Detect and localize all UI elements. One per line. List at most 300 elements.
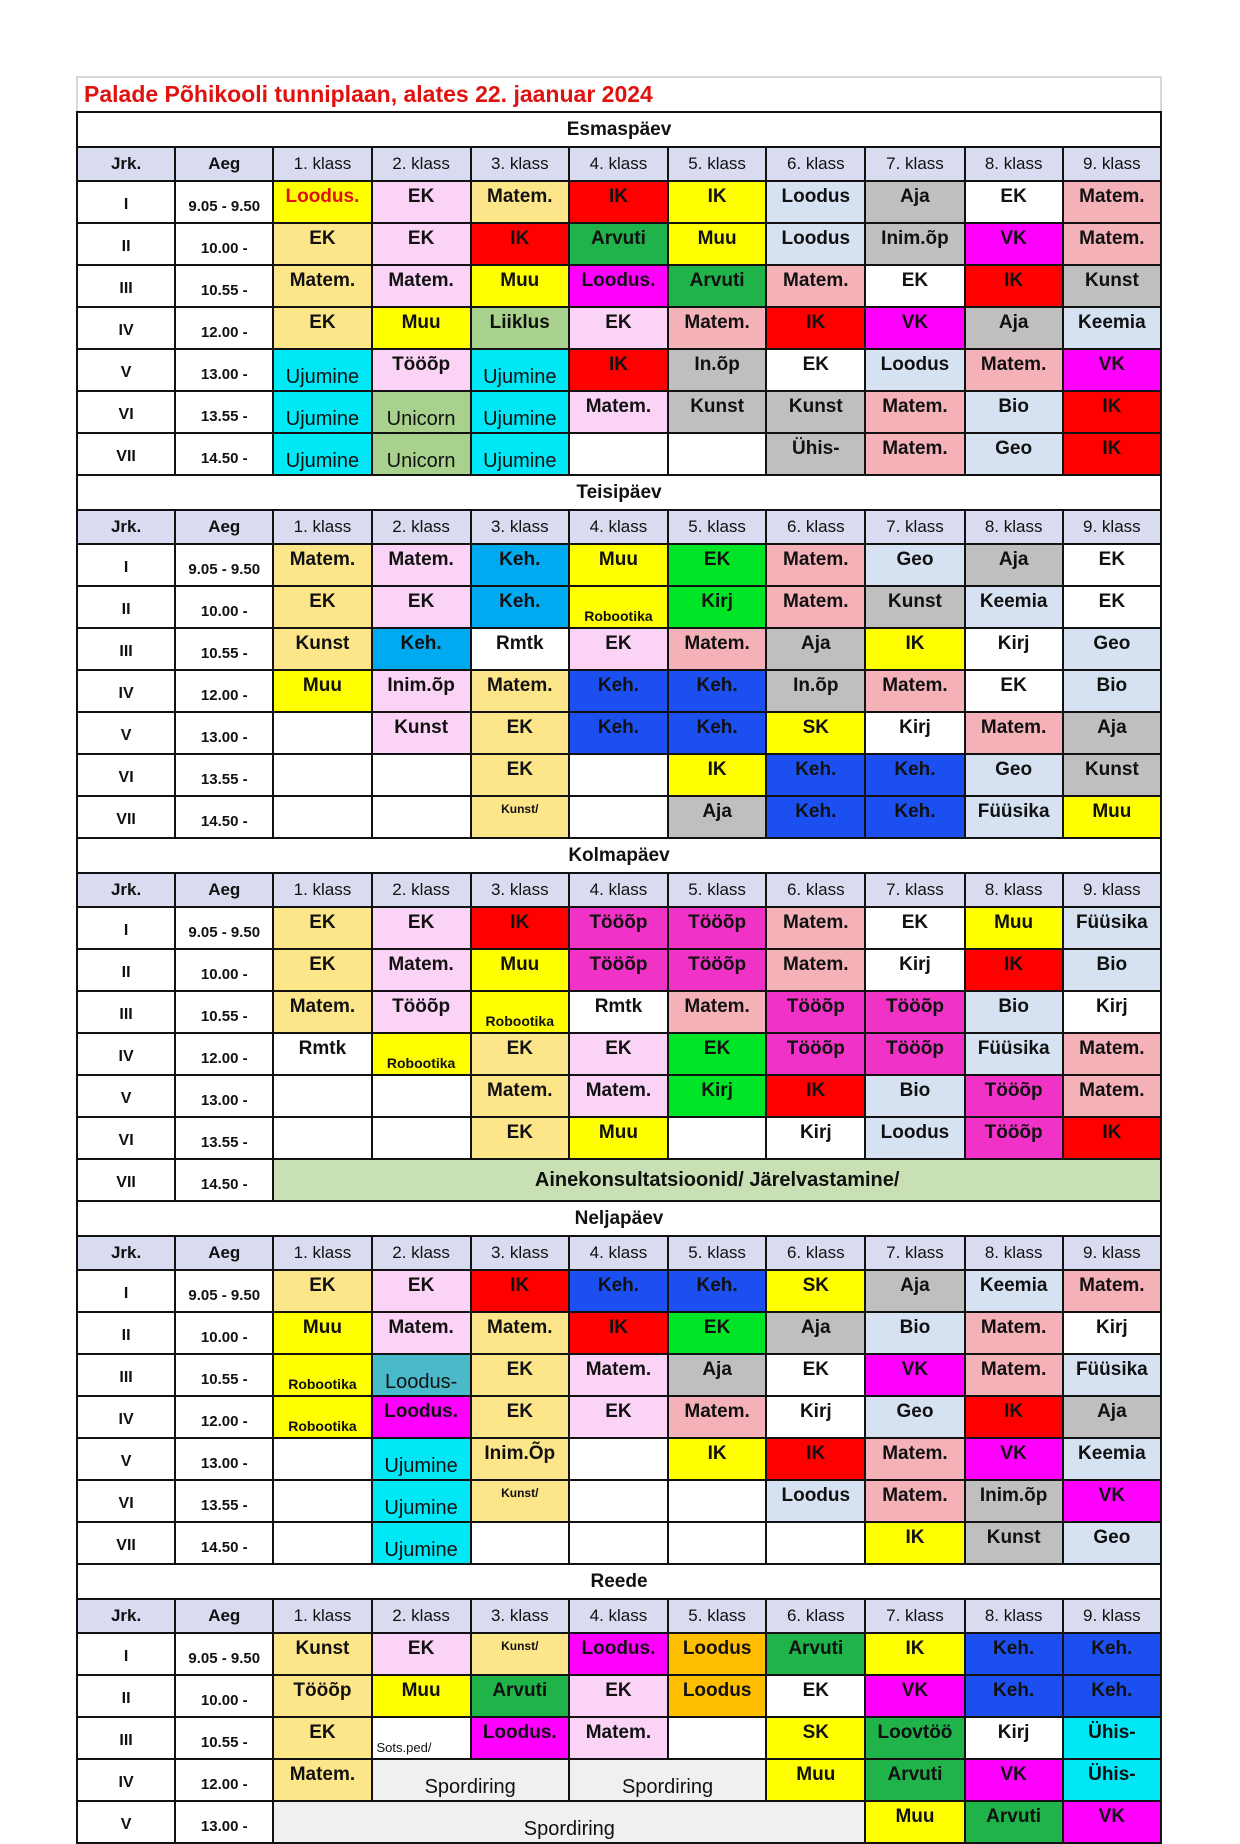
lesson-cell: [273, 1480, 371, 1522]
lesson-cell: Bio: [865, 1312, 964, 1354]
lesson-cell: Tööõp: [668, 949, 766, 991]
lesson-cell: [273, 1438, 371, 1480]
lesson-number: III: [77, 991, 175, 1033]
lesson-cell: Keh.: [1063, 1675, 1161, 1717]
column-header: 9. klass: [1063, 147, 1161, 181]
lesson-cell: IK: [865, 628, 964, 670]
column-header: 4. klass: [569, 873, 668, 907]
lesson-cell: EK: [965, 181, 1063, 223]
column-header: 5. klass: [668, 1236, 766, 1270]
lesson-cell: EK: [471, 1117, 569, 1159]
lesson-time: 12.00 -: [175, 1396, 273, 1438]
lesson-time: 10.55 -: [175, 628, 273, 670]
lesson-number: II: [77, 586, 175, 628]
column-header: 7. klass: [865, 873, 964, 907]
lesson-row: [77, 796, 1161, 838]
lesson-cell: VK: [1063, 1480, 1161, 1522]
lesson-row: [77, 265, 1161, 307]
column-header-row: [77, 510, 1161, 544]
lesson-row: [77, 1717, 1161, 1759]
lesson-row: [77, 1354, 1161, 1396]
lesson-time: 12.00 -: [175, 1759, 273, 1801]
lesson-row: [77, 433, 1161, 475]
lesson-cell: Tööõp: [965, 1117, 1063, 1159]
column-header: Aeg: [175, 147, 273, 181]
lesson-cell: EK: [273, 1717, 371, 1759]
lesson-cell: In.õp: [668, 349, 766, 391]
lesson-cell: Tööõp: [372, 991, 471, 1033]
lesson-cell: Muu: [471, 949, 569, 991]
column-header: 2. klass: [372, 1236, 471, 1270]
lesson-cell: Matem.: [865, 1438, 964, 1480]
lesson-cell: Matem.: [471, 1312, 569, 1354]
lesson-cell: Keemia: [1063, 1438, 1161, 1480]
lesson-row: [77, 181, 1161, 223]
lesson-time: 10.00 -: [175, 1312, 273, 1354]
lesson-cell: Muu: [273, 1312, 371, 1354]
lesson-cell: Aja: [766, 628, 865, 670]
lesson-number: II: [77, 223, 175, 265]
lesson-time: 13.55 -: [175, 1480, 273, 1522]
column-header: 7. klass: [865, 1599, 964, 1633]
lesson-cell: Kunst: [668, 391, 766, 433]
lesson-cell: Tööõp: [569, 907, 668, 949]
lesson-cell: Matem.: [668, 628, 766, 670]
lesson-cell: Loodus-: [372, 1354, 471, 1396]
lesson-cell: Matem.: [273, 991, 371, 1033]
lesson-number: II: [77, 949, 175, 991]
lesson-row: [77, 1633, 1161, 1675]
lesson-cell: EK: [372, 1633, 471, 1675]
lesson-time: 12.00 -: [175, 670, 273, 712]
lesson-time: 9.05 - 9.50: [175, 181, 273, 223]
lesson-cell: [668, 1522, 766, 1564]
lesson-cell: Kirj: [668, 586, 766, 628]
lesson-cell: Kirj: [965, 628, 1063, 670]
lesson-cell: Robootika: [273, 1396, 371, 1438]
column-header: 4. klass: [569, 1236, 668, 1270]
lesson-cell: Arvuti: [668, 265, 766, 307]
day-title: Teisipäev: [77, 475, 1161, 510]
lesson-cell: Matem.: [273, 265, 371, 307]
lesson-cell: Füüsika: [965, 796, 1063, 838]
lesson-number: IV: [77, 1033, 175, 1075]
lesson-cell: Bio: [865, 1075, 964, 1117]
lesson-cell: EK: [569, 1396, 668, 1438]
lesson-cell: Loodus.: [273, 181, 371, 223]
lesson-cell: VK: [1063, 349, 1161, 391]
lesson-cell: EK: [569, 628, 668, 670]
lesson-cell: Keh.: [766, 754, 865, 796]
lesson-row: [77, 307, 1161, 349]
lesson-cell: EK: [569, 1675, 668, 1717]
lesson-time: 13.55 -: [175, 1117, 273, 1159]
column-header-row: [77, 1236, 1161, 1270]
column-header: 7. klass: [865, 510, 964, 544]
lesson-cell: [569, 1522, 668, 1564]
lesson-time: 14.50 -: [175, 796, 273, 838]
lesson-cell: [668, 1117, 766, 1159]
lesson-cell: Loodus.: [372, 1396, 471, 1438]
lesson-cell: [668, 433, 766, 475]
lesson-cell: Muu: [569, 1117, 668, 1159]
lesson-cell: Matem.: [569, 1075, 668, 1117]
lesson-time: 10.55 -: [175, 265, 273, 307]
lesson-cell: Matem.: [766, 265, 865, 307]
lesson-row: [77, 754, 1161, 796]
column-header: 7. klass: [865, 147, 964, 181]
lesson-time: 14.50 -: [175, 1522, 273, 1564]
lesson-cell: EK: [1063, 544, 1161, 586]
lesson-cell: Matem.: [865, 1480, 964, 1522]
day-title: Reede: [77, 1564, 1161, 1599]
lesson-number: VI: [77, 1117, 175, 1159]
lesson-row: [77, 670, 1161, 712]
column-header: 2. klass: [372, 147, 471, 181]
column-header: 1. klass: [273, 873, 371, 907]
column-header: 5. klass: [668, 1599, 766, 1633]
column-header: 9. klass: [1063, 873, 1161, 907]
lesson-number: III: [77, 628, 175, 670]
lesson-cell: Keemia: [965, 1270, 1063, 1312]
column-header: Jrk.: [77, 510, 175, 544]
lesson-cell: EK: [965, 670, 1063, 712]
lesson-cell: VK: [1063, 1801, 1161, 1843]
lesson-number: VI: [77, 754, 175, 796]
lesson-time: 13.55 -: [175, 391, 273, 433]
column-header-row: [77, 147, 1161, 181]
lesson-cell: Kirj: [965, 1717, 1063, 1759]
column-header: Aeg: [175, 873, 273, 907]
lesson-cell: EK: [273, 307, 371, 349]
lesson-row: [77, 1801, 1161, 1843]
column-header: 5. klass: [668, 873, 766, 907]
lesson-cell: In.õp: [766, 670, 865, 712]
lesson-cell: Aja: [965, 544, 1063, 586]
lesson-cell: Matem.: [965, 712, 1063, 754]
lesson-row: [77, 712, 1161, 754]
lesson-time: 13.00 -: [175, 1075, 273, 1117]
lesson-cell: SK: [766, 1270, 865, 1312]
lesson-cell: EK: [471, 1354, 569, 1396]
lesson-cell: Ujumine: [471, 433, 569, 475]
lesson-cell: EK: [471, 1033, 569, 1075]
lesson-cell: [273, 712, 371, 754]
column-header: 6. klass: [766, 1599, 865, 1633]
lesson-cell: Keemia: [965, 586, 1063, 628]
lesson-cell: Kirj: [766, 1396, 865, 1438]
lesson-cell: Kunst: [1063, 265, 1161, 307]
lesson-cell: Matem.: [1063, 1033, 1161, 1075]
lesson-cell: SK: [766, 712, 865, 754]
lesson-cell: Kunst: [965, 1522, 1063, 1564]
lesson-cell: Loodus: [668, 1675, 766, 1717]
lesson-cell: Loodus: [865, 1117, 964, 1159]
lesson-cell: Aja: [668, 796, 766, 838]
lesson-cell: [273, 1117, 371, 1159]
timetable-sheet: [76, 76, 1162, 1844]
lesson-time: 10.55 -: [175, 991, 273, 1033]
lesson-cell: Matem.: [668, 1396, 766, 1438]
lesson-time: 9.05 - 9.50: [175, 907, 273, 949]
lesson-cell: Kirj: [668, 1075, 766, 1117]
lesson-number: V: [77, 1438, 175, 1480]
lesson-cell: Kirj: [1063, 991, 1161, 1033]
lesson-cell: Arvuti: [865, 1759, 964, 1801]
lesson-cell: Aja: [865, 1270, 964, 1312]
column-header: 3. klass: [471, 147, 569, 181]
lesson-cell: Keh.: [569, 712, 668, 754]
column-header: 9. klass: [1063, 1599, 1161, 1633]
column-header: Aeg: [175, 1599, 273, 1633]
lesson-cell: Keh.: [965, 1675, 1063, 1717]
lesson-cell: IK: [1063, 433, 1161, 475]
lesson-cell: EK: [372, 907, 471, 949]
lesson-cell: VK: [965, 223, 1063, 265]
lesson-cell: IK: [471, 223, 569, 265]
lesson-number: III: [77, 1354, 175, 1396]
lesson-cell: Kunst: [865, 586, 964, 628]
column-header: 3. klass: [471, 510, 569, 544]
merged-lesson-cell: Ainekonsultatsioonid/ Järelvastamine/: [273, 1159, 1161, 1201]
lesson-cell: IK: [668, 181, 766, 223]
lesson-cell: IK: [569, 181, 668, 223]
lesson-time: 14.50 -: [175, 1159, 273, 1201]
lesson-cell: Keh.: [965, 1633, 1063, 1675]
lesson-cell: Loodus.: [569, 1633, 668, 1675]
lesson-number: V: [77, 712, 175, 754]
lesson-cell: Loodus: [766, 1480, 865, 1522]
lesson-number: III: [77, 265, 175, 307]
lesson-cell: Keh.: [766, 796, 865, 838]
lesson-row: [77, 1522, 1161, 1564]
lesson-cell: Muu: [372, 1675, 471, 1717]
lesson-row: [77, 1759, 1161, 1801]
lesson-cell: Muu: [1063, 796, 1161, 838]
lesson-cell: Matem.: [372, 949, 471, 991]
lesson-cell: Ujumine: [273, 349, 371, 391]
lesson-cell: Kirj: [865, 949, 964, 991]
lesson-cell: Inim.õp: [865, 223, 964, 265]
lesson-cell: Bio: [965, 391, 1063, 433]
lesson-cell: Matem.: [471, 181, 569, 223]
lesson-cell: EK: [766, 1354, 865, 1396]
lesson-row: [77, 1675, 1161, 1717]
lesson-cell: Matem.: [569, 391, 668, 433]
lesson-cell: Tööõp: [372, 349, 471, 391]
lesson-cell: Tööõp: [865, 991, 964, 1033]
column-header: Jrk.: [77, 1599, 175, 1633]
column-header: 1. klass: [273, 147, 371, 181]
column-header: 2. klass: [372, 1599, 471, 1633]
lesson-cell: EK: [372, 223, 471, 265]
lesson-cell: IK: [965, 1396, 1063, 1438]
lesson-number: I: [77, 907, 175, 949]
lesson-cell: Muu: [569, 544, 668, 586]
lesson-cell: IK: [965, 949, 1063, 991]
lesson-cell: Ühis-: [1063, 1717, 1161, 1759]
column-header: 1. klass: [273, 1236, 371, 1270]
column-header: 3. klass: [471, 1236, 569, 1270]
lesson-cell: Keh.: [569, 670, 668, 712]
merged-lesson-cell: Spordiring: [372, 1759, 569, 1801]
day-title: Esmaspäev: [77, 112, 1161, 147]
lesson-cell: Robootika: [569, 586, 668, 628]
lesson-cell: Aja: [1063, 1396, 1161, 1438]
lesson-cell: EK: [766, 349, 865, 391]
lesson-cell: Matem.: [766, 544, 865, 586]
column-header: 2. klass: [372, 873, 471, 907]
column-header: 2. klass: [372, 510, 471, 544]
lesson-row: [77, 1396, 1161, 1438]
lesson-cell: Keh.: [471, 586, 569, 628]
lesson-number: IV: [77, 307, 175, 349]
column-header: 4. klass: [569, 1599, 668, 1633]
lesson-cell: [569, 796, 668, 838]
lesson-cell: Matem.: [1063, 181, 1161, 223]
column-header: Jrk.: [77, 1236, 175, 1270]
lesson-cell: VK: [865, 307, 964, 349]
column-header: 9. klass: [1063, 510, 1161, 544]
lesson-cell: EK: [273, 1270, 371, 1312]
lesson-time: 13.00 -: [175, 1801, 273, 1843]
lesson-cell: VK: [865, 1354, 964, 1396]
lesson-cell: VK: [965, 1438, 1063, 1480]
lesson-cell: [273, 1522, 371, 1564]
lesson-cell: Kunst: [273, 1633, 371, 1675]
lesson-cell: Geo: [965, 754, 1063, 796]
lesson-time: 10.00 -: [175, 223, 273, 265]
lesson-cell: IK: [471, 907, 569, 949]
lesson-cell: Bio: [1063, 670, 1161, 712]
merged-lesson-cell: Spordiring: [273, 1801, 865, 1843]
lesson-cell: EK: [668, 544, 766, 586]
lesson-cell: IK: [965, 265, 1063, 307]
lesson-cell: Matem.: [372, 265, 471, 307]
lesson-time: 10.55 -: [175, 1354, 273, 1396]
lesson-number: VI: [77, 391, 175, 433]
column-header: Aeg: [175, 1236, 273, 1270]
lesson-cell: Matem.: [766, 907, 865, 949]
lesson-cell: SK: [766, 1717, 865, 1759]
lesson-cell: Tööõp: [766, 991, 865, 1033]
lesson-time: 12.00 -: [175, 307, 273, 349]
lesson-cell: Inim.õp: [965, 1480, 1063, 1522]
lesson-cell: Loodus.: [569, 265, 668, 307]
lesson-cell: Muu: [668, 223, 766, 265]
lesson-cell: EK: [668, 1033, 766, 1075]
lesson-row: [77, 391, 1161, 433]
lesson-cell: Tööõp: [865, 1033, 964, 1075]
lesson-cell: Muu: [372, 307, 471, 349]
column-header: Aeg: [175, 510, 273, 544]
lesson-cell: Tööõp: [965, 1075, 1063, 1117]
lesson-cell: Keh.: [372, 628, 471, 670]
lesson-cell: [372, 796, 471, 838]
column-header: 4. klass: [569, 510, 668, 544]
lesson-cell: [569, 1480, 668, 1522]
lesson-cell: Inim.õp: [372, 670, 471, 712]
lesson-cell: Matem.: [965, 349, 1063, 391]
lesson-cell: Ujumine: [471, 349, 569, 391]
lesson-cell: Ujumine: [471, 391, 569, 433]
lesson-cell: EK: [569, 307, 668, 349]
lesson-cell: EK: [865, 907, 964, 949]
day-title: Neljapäev: [77, 1201, 1161, 1236]
lesson-cell: Ühis-: [766, 433, 865, 475]
lesson-cell: IK: [865, 1522, 964, 1564]
column-header: 9. klass: [1063, 1236, 1161, 1270]
column-header: 4. klass: [569, 147, 668, 181]
lesson-number: VII: [77, 1522, 175, 1564]
lesson-cell: Muu: [471, 265, 569, 307]
lesson-cell: EK: [372, 586, 471, 628]
lesson-row: [77, 586, 1161, 628]
lesson-cell: Geo: [865, 1396, 964, 1438]
lesson-cell: Aja: [766, 1312, 865, 1354]
lesson-cell: Inim.Õp: [471, 1438, 569, 1480]
lesson-cell: Sots.ped/: [372, 1717, 471, 1759]
lesson-cell: Matem.: [865, 670, 964, 712]
lesson-cell: IK: [471, 1270, 569, 1312]
lesson-cell: Matem.: [1063, 1270, 1161, 1312]
lesson-cell: Matem.: [471, 1075, 569, 1117]
lesson-cell: EK: [471, 754, 569, 796]
lesson-cell: Aja: [1063, 712, 1161, 754]
lesson-cell: Muu: [865, 1801, 964, 1843]
column-header: Jrk.: [77, 873, 175, 907]
column-header: 1. klass: [273, 510, 371, 544]
lesson-time: 14.50 -: [175, 433, 273, 475]
lesson-cell: Matem.: [273, 1759, 371, 1801]
lesson-cell: Robootika: [273, 1354, 371, 1396]
lesson-row: [77, 991, 1161, 1033]
lesson-cell: Matem.: [766, 586, 865, 628]
lesson-cell: Keh.: [471, 544, 569, 586]
lesson-row: [77, 349, 1161, 391]
lesson-cell: Kunst: [1063, 754, 1161, 796]
lesson-cell: Unicorn: [372, 433, 471, 475]
lesson-cell: Arvuti: [471, 1675, 569, 1717]
lesson-cell: Kunst: [372, 712, 471, 754]
lesson-row: [77, 907, 1161, 949]
lesson-cell: Matem.: [965, 1312, 1063, 1354]
lesson-cell: IK: [569, 349, 668, 391]
lesson-cell: [372, 1075, 471, 1117]
lesson-cell: [273, 796, 371, 838]
lesson-time: 9.05 - 9.50: [175, 544, 273, 586]
column-header: 5. klass: [668, 510, 766, 544]
lesson-row: [77, 949, 1161, 991]
lesson-number: I: [77, 1270, 175, 1312]
lesson-cell: Loodus: [668, 1633, 766, 1675]
lesson-cell: Loodus.: [471, 1717, 569, 1759]
column-header: 6. klass: [766, 873, 865, 907]
lesson-cell: Keh.: [569, 1270, 668, 1312]
lesson-cell: IK: [668, 754, 766, 796]
lesson-cell: Muu: [273, 670, 371, 712]
column-header-row: [77, 1599, 1161, 1633]
lesson-cell: Matem.: [668, 307, 766, 349]
column-header: 8. klass: [965, 1236, 1063, 1270]
lesson-time: 13.55 -: [175, 754, 273, 796]
lesson-time: 13.00 -: [175, 349, 273, 391]
lesson-number: VII: [77, 796, 175, 838]
lesson-cell: EK: [668, 1312, 766, 1354]
lesson-cell: Unicorn: [372, 391, 471, 433]
column-header: 8. klass: [965, 1599, 1063, 1633]
lesson-cell: Tööõp: [668, 907, 766, 949]
